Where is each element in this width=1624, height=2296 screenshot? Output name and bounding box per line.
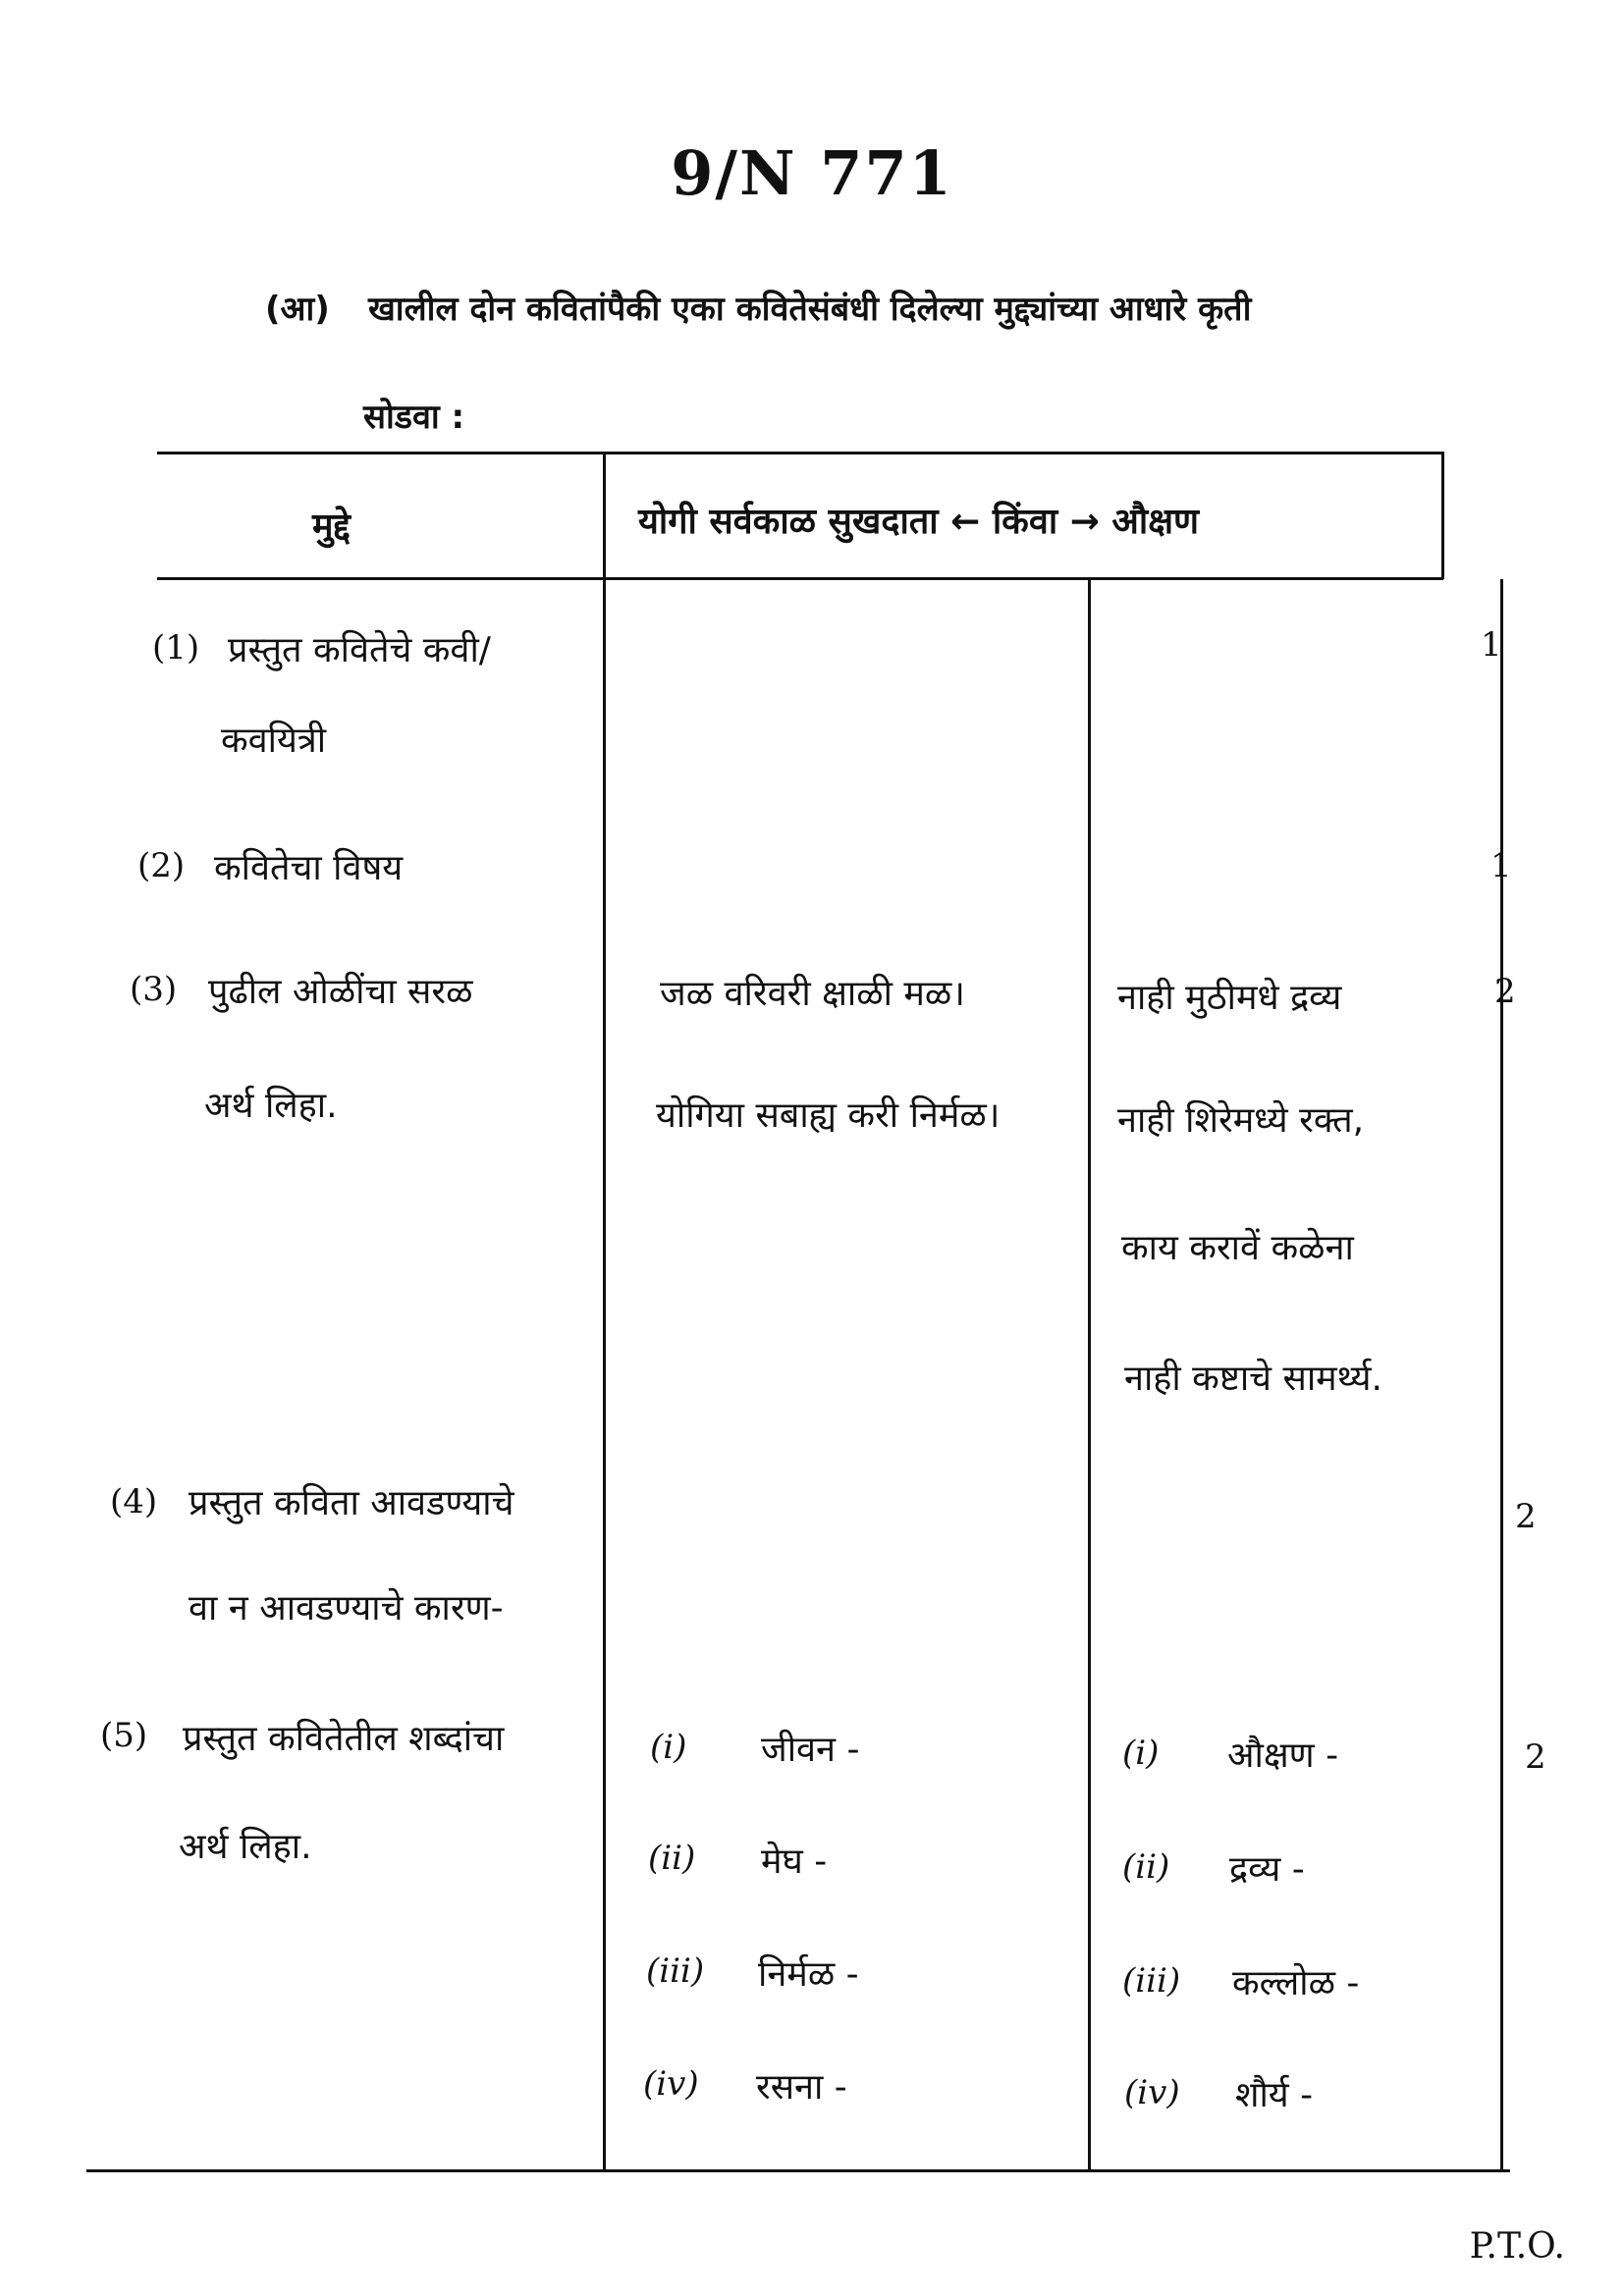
row-5-label: प्रस्तुत कवितेतील शब्दांचा xyxy=(183,1719,505,1759)
poem1-word-3: निर्मळ - xyxy=(758,1954,859,1995)
table-right-border xyxy=(1441,452,1444,579)
poem2-line-3: काय करावें कळेना xyxy=(1121,1228,1354,1268)
poem2-word-1: औक्षण - xyxy=(1227,1735,1339,1776)
column-divider-poems xyxy=(1088,579,1091,2171)
row-3-number: (3) xyxy=(130,970,178,1009)
poem2-line-4: नाही कष्टाचे सामर्थ्य. xyxy=(1124,1359,1382,1399)
poem-choice-header: योगी सर्वकाळ सुखदाता ← किंवा → औक्षण xyxy=(638,502,1200,542)
row-2-marks: 1 xyxy=(1490,846,1512,885)
marks-right-border xyxy=(1500,579,1503,2171)
row-5-number: (5) xyxy=(100,1716,148,1755)
instruction-line-1: खालील दोन कवितांपैकी एका कवितेसंबंधी दिलेल्या मुद्द्यांच्या आधारे कृती xyxy=(368,290,1252,329)
row-4-number: (4) xyxy=(110,1482,158,1522)
poem2-word-1-numeral: (i) xyxy=(1122,1734,1160,1773)
table-header-divider xyxy=(157,577,1443,580)
poem1-word-2: मेघ - xyxy=(761,1842,828,1882)
poem1-word-4: रसना - xyxy=(756,2067,847,2108)
poem1-word-3-numeral: (iii) xyxy=(646,1951,705,1991)
paper-code: 9/N 771 xyxy=(671,137,953,209)
poem2-word-2-numeral: (ii) xyxy=(1122,1847,1170,1887)
question-marker: (आ) xyxy=(265,290,330,329)
row-1-label-cont: कवयित्री xyxy=(221,721,327,761)
row-1-marks: 1 xyxy=(1481,625,1502,665)
column-divider-criteria xyxy=(603,452,606,2171)
row-5-marks: 2 xyxy=(1525,1737,1546,1777)
row-1-label: प्रस्तुत कवितेचे कवी/ xyxy=(228,630,491,670)
poem1-word-4-numeral: (iv) xyxy=(643,2064,699,2104)
pto-note: P.T.O. xyxy=(1469,2226,1565,2267)
table-top-border xyxy=(157,452,1443,454)
row-4-marks: 2 xyxy=(1515,1497,1537,1536)
row-2-label: कवितेचा विषय xyxy=(214,848,404,888)
poem2-line-2: नाही शिरेमध्ये रक्त, xyxy=(1117,1100,1365,1141)
criteria-column-header: मुद्दे xyxy=(312,507,351,547)
poem2-word-3-numeral: (iii) xyxy=(1122,1961,1181,2001)
row-3-marks: 2 xyxy=(1494,972,1516,1011)
instruction-line-2: सोडवा : xyxy=(363,398,465,437)
row-5-label-cont: अर्थ लिहा. xyxy=(179,1827,312,1867)
table-bottom-border xyxy=(86,2169,1510,2172)
poem2-line-1: नाही मुठीमधे द्रव्य xyxy=(1117,978,1342,1018)
poem2-word-4-numeral: (iv) xyxy=(1124,2073,1180,2112)
row-4-label: प्रस्तुत कविता आवडण्याचे xyxy=(189,1483,514,1523)
poem1-word-2-numeral: (ii) xyxy=(648,1839,696,1878)
poem1-line-2: योगिया सबाह्य करी निर्मळ। xyxy=(656,1095,1001,1136)
poem2-word-3: कल्लोळ - xyxy=(1232,1963,1360,2003)
poem1-word-1: जीवन - xyxy=(761,1730,860,1770)
poem2-word-2: द्रव्य - xyxy=(1229,1849,1305,1890)
row-4-label-cont: वा न आवडण्याचे कारण- xyxy=(189,1588,504,1629)
poem1-word-1-numeral: (i) xyxy=(650,1728,687,1767)
row-2-number: (2) xyxy=(137,846,186,885)
row-1-number: (1) xyxy=(152,628,200,667)
row-3-label-cont: अर्थ लिहा. xyxy=(204,1086,338,1126)
row-3-label: पुढील ओळींचा सरळ xyxy=(208,972,473,1012)
poem1-line-1: जळ वरिवरी क्षाळी मळ। xyxy=(660,974,965,1014)
poem2-word-4: शौर्य - xyxy=(1235,2075,1314,2115)
